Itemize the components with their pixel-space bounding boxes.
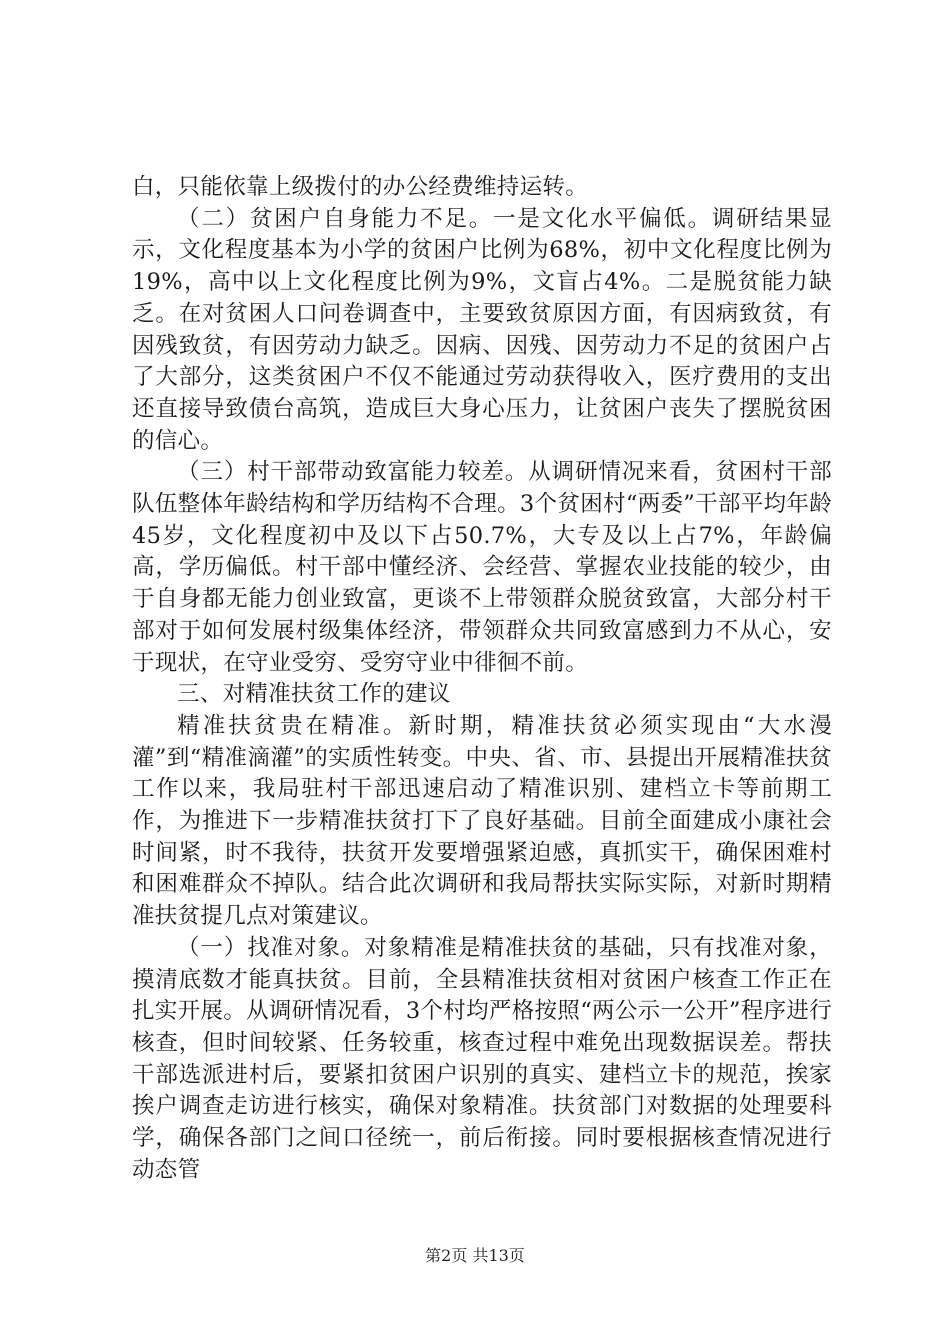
document-body <box>132 172 832 1187</box>
paragraph-continuation: 白，只能依靠上级拨付的办公经费维持运转。 <box>132 174 589 200</box>
paragraph-village-cadre-capacity: （三）村干部带动致富能力较差。从调研情况来看，贫困村干部队伍整体年龄结构和学历结构不合理。3个贫困村“两委”干部平均年龄45岁，文化程度初中及以下占50.7%，大专及以上占7%，年龄偏高，学历偏低。村干部中懂经济、会经营、掌握农业技能的较少，由于自身都无能力创业致富，更谈不上带领群众脱贫致富，大部分村干部对于如何发展村级集体经济，带领群众共同致富感到力不从心，安于现状，在守业受穷、受穷守业中徘徊不前。 <box>132 459 832 676</box>
page-number-footer: 第2页 共13页 <box>425 1246 525 1265</box>
paragraph-identify-targets: （一）找准对象。对象精准是精准扶贫的基础，只有找准对象，摸清底数才能真扶贫。目前，全县精准扶贫相对贫困户核查工作正在扎实开展。从调研情况看，3个村均严格按照“两公示一公开”程序进行核查，但时间较紧、任务较重，核查过程中难免出现数据误差。帮扶干部选派进村后，要紧扣贫困户识别的真实、建档立卡的规范，挨家挨户调查走访进行核实，确保对象精准。扶贫部门对数据的处理要科学，确保各部门之间口径统一，前后衔接。同时要根据核查情况进行动态管 <box>132 934 832 1183</box>
paragraph-poor-household-capacity: （二）贫困户自身能力不足。一是文化水平偏低。调研结果显示，文化程度基本为小学的贫困户比例为68%，初中文化程度比例为19%，高中以上文化程度比例为9%，文盲占4%。二是脱贫能力缺乏。在对贫困人口问卷调查中，主要致贫原因方面，有因病致贫，有因残致贫，有因劳动力缺乏。因病、因残、因劳动力不足的贫困户占了大部分，这类贫困户不仅不能通过劳动获得收入，医疗费用的支出还直接导致债台高筑，造成巨大身心压力，让贫困户丧失了摆脱贫困的信心。 <box>132 205 832 454</box>
paragraph-precision-poverty-alleviation: 精准扶贫贵在精准。新时期，精准扶贫必须实现由“大水漫灌”到“精准滴灌”的实质性转变。中央、省、市、县提出开展精准扶贫工作以来，我局驻村干部迅速启动了精准识别、建档立卡等前期工作，为推进下一步精准扶贫打下了良好基础。目前全面建成小康社会时间紧，时不我待，扶贫开发要增强紧迫感，真抓实干，确保困难村和困难群众不掉队。结合此次调研和我局帮扶实际实际，对新时期精准扶贫提几点对策建议。 <box>132 712 832 930</box>
section-heading-suggestions: 三、对精准扶贫工作的建议 <box>177 681 451 708</box>
